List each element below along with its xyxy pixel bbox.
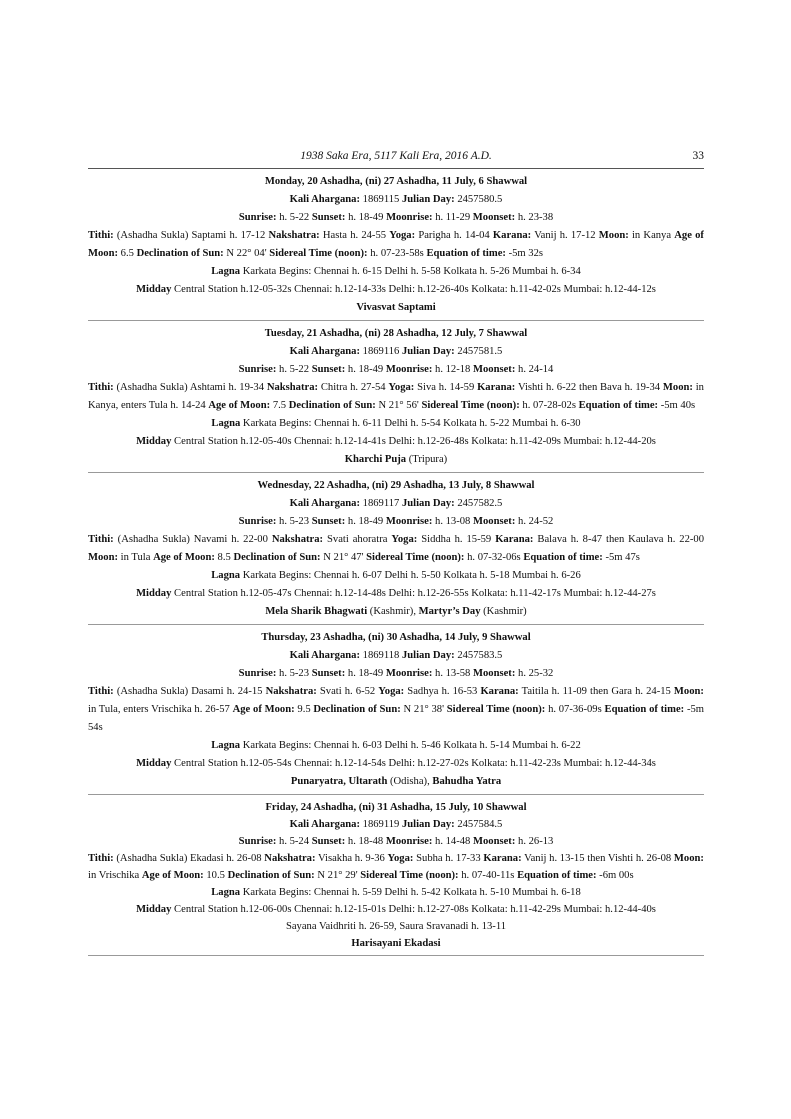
moonrise-value: h. 14-48: [435, 836, 471, 847]
yoga-label: Yoga:: [389, 230, 416, 241]
sunrise-value: h. 5-24: [279, 836, 310, 847]
ahargana-line: [88, 191, 704, 209]
yoga-value: Subha h. 17-33: [416, 853, 481, 864]
declination-value: N 21° 29': [317, 870, 358, 881]
date-line: [88, 799, 704, 816]
lagna-label: Lagna: [211, 418, 241, 429]
extra-line: Sayana Vaidhriti h. 26-59, Saura Sravanadi h. 13-11: [285, 921, 507, 932]
sunset-label: Sunset:: [311, 516, 346, 527]
equation-of-time-value: -5m 54s: [88, 704, 705, 733]
festival-region: (Kashmir),: [367, 606, 419, 617]
declination-label: Declination of Sun:: [227, 870, 315, 881]
equation-of-time-value: -5m 32s: [508, 248, 544, 259]
sun-moon-times: [88, 665, 704, 683]
sunrise-label: Sunrise:: [238, 364, 277, 375]
day-entry: [88, 321, 704, 473]
ahargana-value: 1869118: [362, 650, 400, 661]
date-line-text: Tuesday, 21 Ashadha, (ni) 28 Ashadha, 12 July, 7 Shawwal: [264, 328, 528, 339]
ahargana-value: 1869119: [362, 819, 400, 830]
festival-name: Kharchi Puja: [344, 454, 407, 465]
julian-day-value: 2457584.5: [457, 819, 503, 830]
equation-of-time-label: Equation of time:: [517, 870, 597, 881]
lagna-label: Lagna: [211, 887, 241, 898]
moon-label: Moon:: [598, 230, 629, 241]
page-number: 33: [692, 150, 704, 162]
ahargana-label: Kali Ahargana:: [289, 650, 360, 661]
sunrise-value: h. 5-23: [279, 668, 310, 679]
sunrise-value: h. 5-22: [279, 212, 310, 223]
julian-day-value: 2457583.5: [457, 650, 503, 661]
lagna-value: Karkata Begins: Chennai h. 6-11 Delhi h. 5-54 Kolkata h. 5-22 Mumbai h. 6-30: [242, 418, 581, 429]
nakshatra-value: Svati h. 6-52: [319, 686, 376, 697]
ahargana-line: [88, 343, 704, 361]
festival-line: [88, 451, 704, 469]
festival-line: [88, 299, 704, 317]
moon-value: in Kanya, enters Tula h. 14-24: [88, 382, 704, 411]
sunset-value: h. 18-49: [347, 668, 384, 679]
festival-line: [88, 603, 704, 621]
age-of-moon-value: 10.5: [206, 870, 225, 881]
header-title: 1938 Saka Era, 5117 Kali Era, 2016 A.D.: [300, 150, 492, 162]
sunrise-value: h. 5-23: [279, 516, 310, 527]
moonset-label: Moonset:: [472, 516, 516, 527]
sunrise-label: Sunrise:: [238, 668, 277, 679]
date-line: [88, 173, 704, 191]
equation-of-time-label: Equation of time:: [578, 400, 659, 411]
almanac-page: [88, 150, 704, 956]
nakshatra-value: Chitra h. 27-54: [320, 382, 386, 393]
moon-label: Moon:: [88, 552, 119, 563]
sunset-label: Sunset:: [311, 212, 346, 223]
moonset-label: Moonset:: [472, 668, 516, 679]
lagna-line: [88, 884, 704, 901]
panchanga-details: [88, 683, 704, 737]
tithi-label: Tithi:: [88, 230, 114, 241]
equation-of-time-label: Equation of time:: [426, 248, 506, 259]
day-entry: [88, 625, 704, 795]
ahargana-label: Kali Ahargana:: [289, 498, 360, 509]
sunset-label: Sunset:: [311, 836, 346, 847]
day-entries: [88, 169, 704, 956]
nakshatra-value: Hasta h. 24-55: [322, 230, 387, 241]
day-entry: [88, 169, 704, 321]
yoga-value: Siva h. 14-59: [417, 382, 475, 393]
moonrise-value: h. 13-58: [435, 668, 471, 679]
yoga-value: Siddha h. 15-59: [421, 534, 492, 545]
karana-label: Karana:: [480, 686, 519, 697]
declination-value: N 21° 38': [403, 704, 445, 715]
sunset-value: h. 18-49: [347, 516, 384, 527]
moonrise-value: h. 13-08: [435, 516, 471, 527]
age-of-moon-value: 6.5: [120, 248, 134, 259]
nakshatra-label: Nakshatra:: [268, 230, 320, 241]
declination-value: N 21° 56': [378, 400, 419, 411]
ahargana-label: Kali Ahargana:: [289, 346, 360, 357]
midday-line: [88, 433, 704, 451]
lagna-value: Karkata Begins: Chennai h. 6-15 Delhi h. 5-58 Kolkata h. 5-26 Mumbai h. 6-34: [242, 266, 581, 277]
lagna-line: [88, 567, 704, 585]
sunrise-label: Sunrise:: [238, 212, 277, 223]
ahargana-label: Kali Ahargana:: [289, 819, 360, 830]
julian-day-value: 2457580.5: [457, 194, 503, 205]
ahargana-line: [88, 647, 704, 665]
equation-of-time-value: -5m 40s: [660, 400, 696, 411]
midday-line: [88, 755, 704, 773]
moonrise-value: h. 11-29: [435, 212, 471, 223]
declination-label: Declination of Sun:: [136, 248, 224, 259]
festival-name: Harisayani Ekadasi: [351, 938, 441, 949]
lagna-label: Lagna: [211, 740, 241, 751]
sidereal-time-label: Sidereal Time (noon):: [366, 552, 465, 563]
ahargana-value: 1869115: [362, 194, 400, 205]
lagna-line: [88, 415, 704, 433]
festival-name: Punaryatra, Ultarath: [290, 776, 388, 787]
date-line-text: Wednesday, 22 Ashadha, (ni) 29 Ashadha, 13 July, 8 Shawwal: [257, 480, 535, 491]
festival-region: (Odisha),: [387, 776, 433, 787]
sunrise-label: Sunrise:: [238, 516, 277, 527]
karana-value: Vanij h. 17-12: [534, 230, 596, 241]
festival-name: Vivasvat Saptami: [356, 302, 436, 313]
yoga-label: Yoga:: [391, 534, 418, 545]
karana-value: Vanij h. 13-15 then Vishti h. 26-08: [524, 853, 672, 864]
karana-label: Karana:: [492, 230, 532, 241]
karana-label: Karana:: [495, 534, 534, 545]
festival-region: (Tripura): [406, 454, 448, 465]
lagna-value: Karkata Begins: Chennai h. 6-07 Delhi h. 5-50 Kolkata h. 5-18 Mumbai h. 6-26: [242, 570, 581, 581]
date-line: [88, 325, 704, 343]
tithi-label: Tithi:: [88, 853, 114, 864]
moonrise-label: Moonrise:: [385, 836, 433, 847]
nakshatra-value: Svati ahoratra: [327, 534, 388, 545]
date-line: [88, 629, 704, 647]
declination-label: Declination of Sun:: [313, 704, 401, 715]
nakshatra-label: Nakshatra:: [264, 853, 316, 864]
sidereal-time-value: h. 07-36-09s: [548, 704, 602, 715]
tithi-value: (Ashadha Sukla) Navami h. 22-00: [117, 534, 268, 545]
midday-line: [88, 281, 704, 299]
moon-value: in Vrischika: [88, 870, 140, 881]
age-of-moon-value: 9.5: [297, 704, 311, 715]
moonset-label: Moonset:: [472, 212, 516, 223]
moonrise-label: Moonrise:: [385, 516, 433, 527]
age-of-moon-value: 8.5: [217, 552, 231, 563]
equation-of-time-label: Equation of time:: [523, 552, 603, 563]
panchanga-details: [88, 531, 704, 567]
julian-day-label: Julian Day:: [401, 650, 455, 661]
midday-value: Central Station h.12-05-40s Chennai: h.12-14-41s Delhi: h.12-26-48s Kolkata: h.11-42-09s Mumbai: h.12-44-20s: [174, 436, 656, 447]
moonrise-label: Moonrise:: [385, 668, 433, 679]
yoga-value: Sadhya h. 16-53: [407, 686, 478, 697]
sidereal-time-label: Sidereal Time (noon):: [269, 248, 368, 259]
equation-of-time-label: Equation of time:: [604, 704, 685, 715]
midday-value: Central Station h.12-05-32s Chennai: h.12-14-33s Delhi: h.12-26-40s Kolkata: h.11-42-02s Mumbai: h.12-44-12s: [174, 284, 656, 295]
lagna-label: Lagna: [211, 570, 241, 581]
declination-value: N 22° 04': [226, 248, 267, 259]
midday-label: Midday: [136, 284, 172, 295]
julian-day-label: Julian Day:: [401, 346, 455, 357]
sidereal-time-value: h. 07-28-02s: [522, 400, 576, 411]
moonset-value: h. 26-13: [518, 836, 554, 847]
midday-value: Central Station h.12-06-00s Chennai: h.12-15-01s Delhi: h.12-27-08s Kolkata: h.11-42-29s Mumbai: h.12-44-40s: [174, 904, 656, 915]
moonset-label: Moonset:: [472, 836, 516, 847]
panchanga-details: [88, 850, 704, 884]
midday-label: Midday: [136, 758, 172, 769]
age-of-moon-label: Age of Moon:: [153, 552, 215, 563]
yoga-value: Parigha h. 14-04: [418, 230, 490, 241]
declination-label: Declination of Sun:: [233, 552, 321, 563]
sunset-label: Sunset:: [311, 364, 346, 375]
sidereal-time-value: h. 07-40-11s: [461, 870, 515, 881]
midday-label: Midday: [136, 436, 172, 447]
moonrise-label: Moonrise:: [385, 364, 433, 375]
ahargana-value: 1869117: [362, 498, 400, 509]
midday-label: Midday: [136, 904, 172, 915]
midday-line: [88, 901, 704, 918]
julian-day-value: 2457582.5: [457, 498, 503, 509]
festival-region: (Kashmir): [480, 606, 527, 617]
age-of-moon-label: Age of Moon:: [208, 400, 271, 411]
nakshatra-label: Nakshatra:: [271, 534, 324, 545]
lagna-line: [88, 737, 704, 755]
sidereal-time-label: Sidereal Time (noon):: [360, 870, 459, 881]
julian-day-value: 2457581.5: [457, 346, 503, 357]
sunset-value: h. 18-49: [347, 364, 384, 375]
julian-day-label: Julian Day:: [401, 194, 455, 205]
karana-value: Balava h. 8-47 then Kaulava h. 22-00: [537, 534, 705, 545]
karana-value: Taitila h. 11-09 then Gara h. 24-15: [521, 686, 671, 697]
julian-day-label: Julian Day:: [401, 819, 455, 830]
festival-name: Martyr’s Day: [418, 606, 481, 617]
sun-moon-times: [88, 833, 704, 850]
age-of-moon-value: 7.5: [272, 400, 287, 411]
date-line-text: Monday, 20 Ashadha, (ni) 27 Ashadha, 11 July, 6 Shawwal: [264, 176, 528, 187]
panchanga-details: [88, 379, 704, 415]
date-line-text: Thursday, 23 Ashadha, (ni) 30 Ashadha, 14 July, 9 Shawwal: [261, 632, 531, 643]
tithi-value: (Ashadha Sukla) Ekadasi h. 26-08: [116, 853, 262, 864]
age-of-moon-label: Age of Moon:: [141, 870, 204, 881]
day-entry: [88, 795, 704, 956]
sidereal-time-value: h. 07-32-06s: [467, 552, 521, 563]
tithi-label: Tithi:: [88, 534, 114, 545]
lagna-line: [88, 263, 704, 281]
tithi-label: Tithi:: [88, 382, 114, 393]
moonrise-value: h. 12-18: [435, 364, 471, 375]
lagna-label: Lagna: [211, 266, 241, 277]
yoga-label: Yoga:: [387, 853, 414, 864]
sunrise-value: h. 5-22: [279, 364, 310, 375]
running-header: [88, 150, 704, 168]
midday-label: Midday: [136, 588, 172, 599]
julian-day-label: Julian Day:: [401, 498, 455, 509]
day-entry: [88, 473, 704, 625]
moonset-value: h. 25-32: [518, 668, 554, 679]
sunset-value: h. 18-48: [347, 836, 384, 847]
panchanga-details: [88, 227, 704, 263]
nakshatra-label: Nakshatra:: [266, 382, 319, 393]
yoga-label: Yoga:: [388, 382, 415, 393]
festival-line: [88, 935, 704, 952]
karana-value: Vishti h. 6-22 then Bava h. 19-34: [517, 382, 661, 393]
sidereal-time-label: Sidereal Time (noon):: [421, 400, 520, 411]
moonset-value: h. 23-38: [517, 212, 554, 223]
midday-line: [88, 585, 704, 603]
tithi-label: Tithi:: [88, 686, 114, 697]
tithi-value: (Ashadha Sukla) Saptami h. 17-12: [116, 230, 266, 241]
festival-name: Bahudha Yatra: [432, 776, 502, 787]
declination-label: Declination of Sun:: [288, 400, 376, 411]
moon-label: Moon:: [662, 382, 693, 393]
lagna-value: Karkata Begins: Chennai h. 5-59 Delhi h. 5-42 Kolkata h. 5-10 Mumbai h. 6-18: [242, 887, 581, 898]
sunset-value: h. 18-49: [348, 212, 384, 223]
ahargana-line: [88, 495, 704, 513]
moon-value: in Tula: [120, 552, 151, 563]
age-of-moon-label: Age of Moon:: [232, 704, 295, 715]
karana-label: Karana:: [477, 382, 516, 393]
ahargana-label: Kali Ahargana:: [289, 194, 360, 205]
moon-value: in Tula, enters Vrischika h. 26-57: [88, 704, 230, 715]
sunset-label: Sunset:: [311, 668, 346, 679]
date-line: [88, 477, 704, 495]
festival-name: Mela Sharik Bhagwati: [265, 606, 368, 617]
equation-of-time-value: -5m 47s: [605, 552, 640, 563]
tithi-value: (Ashadha Sukla) Dasami h. 24-15: [116, 686, 263, 697]
midday-value: Central Station h.12-05-54s Chennai: h.12-14-54s Delhi: h.12-27-02s Kolkata: h.11-42-23s Mumbai: h.12-44-34s: [174, 758, 656, 769]
moonset-value: h. 24-14: [518, 364, 554, 375]
nakshatra-value: Visakha h. 9-36: [318, 853, 385, 864]
moonrise-label: Moonrise:: [386, 212, 433, 223]
declination-value: N 21° 47': [323, 552, 364, 563]
sun-moon-times: [88, 361, 704, 379]
moon-label: Moon:: [673, 686, 704, 697]
sunrise-label: Sunrise:: [238, 836, 277, 847]
lagna-value: Karkata Begins: Chennai h. 6-03 Delhi h. 5-46 Kolkata h. 5-14 Mumbai h. 6-22: [242, 740, 581, 751]
karana-label: Karana:: [483, 853, 522, 864]
ahargana-value: 1869116: [362, 346, 400, 357]
age-of-moon-label: Age of Moon:: [88, 230, 704, 259]
sun-moon-times: [88, 209, 704, 227]
ahargana-line: [88, 816, 704, 833]
equation-of-time-value: -6m 00s: [599, 870, 634, 881]
midday-value: Central Station h.12-05-47s Chennai: h.12-14-48s Delhi: h.12-26-55s Kolkata: h.11-42-17s Mumbai: h.12-44-27s: [174, 588, 656, 599]
moonset-label: Moonset:: [472, 364, 516, 375]
sidereal-time-value: h. 07-23-58s: [370, 248, 424, 259]
moon-value: in Kanya: [631, 230, 672, 241]
date-line-text: Friday, 24 Ashadha, (ni) 31 Ashadha, 15 July, 10 Shawwal: [265, 802, 527, 813]
moonset-value: h. 24-52: [518, 516, 554, 527]
nakshatra-label: Nakshatra:: [265, 686, 317, 697]
sidereal-time-label: Sidereal Time (noon):: [446, 704, 546, 715]
sun-moon-times: [88, 513, 704, 531]
festival-line: [88, 773, 704, 791]
yoga-label: Yoga:: [378, 686, 405, 697]
moon-label: Moon:: [673, 853, 704, 864]
tithi-value: (Ashadha Sukla) Ashtami h. 19-34: [116, 382, 264, 393]
